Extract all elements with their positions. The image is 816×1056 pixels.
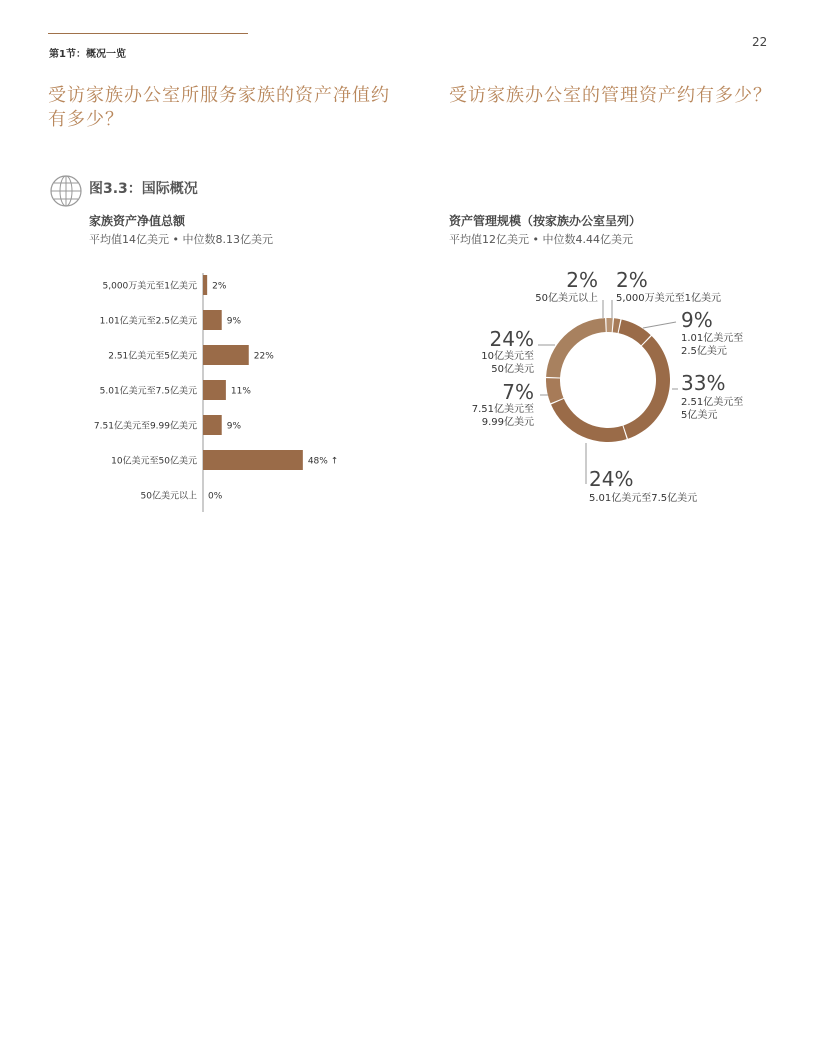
question-right: 受访家族办公室的管理资产约有多少？ bbox=[449, 85, 772, 106]
page-number: 22 bbox=[752, 35, 768, 49]
donut-leader-line bbox=[643, 322, 676, 328]
bar-value-label: 22% bbox=[253, 351, 274, 362]
donut-slice-label: 10亿美元至 50亿美元 bbox=[481, 351, 534, 375]
donut-slice bbox=[546, 378, 564, 403]
bar-chart-subtitle: 平均值14亿美元 • 中位数8.13亿美元 bbox=[89, 233, 273, 246]
bar-category-label: 7.51亿美元至9.99亿美元 bbox=[93, 421, 197, 432]
donut-slice-label: 50亿美元以上 bbox=[535, 293, 598, 304]
donut-pct-label: 2% bbox=[616, 268, 648, 292]
bar-category-label: 5,000万美元至1亿美元 bbox=[102, 281, 197, 292]
donut-chart-subtitle: 平均值12亿美元 • 中位数4.44亿美元 bbox=[449, 233, 633, 246]
donut-pct-label: 33% bbox=[681, 371, 726, 395]
donut-pct-label: 24% bbox=[589, 467, 634, 491]
donut-slice bbox=[606, 318, 612, 332]
donut-slice bbox=[619, 320, 651, 346]
donut-slice-label: 5.01亿美元至7.5亿美元 bbox=[589, 493, 698, 504]
bar-category-label: 5.01亿美元至7.5亿美元 bbox=[99, 386, 197, 397]
bar-value-label: 11% bbox=[230, 386, 251, 397]
donut-slice-label: 2.51亿美元至 5亿美元 bbox=[681, 397, 744, 421]
figure-title: 图3.3：国际概况 bbox=[89, 181, 198, 197]
bar-value-label: 0% bbox=[208, 491, 223, 502]
bar-value-label: 9% bbox=[226, 421, 242, 432]
bar-chart-title: 家族资产净值总额 bbox=[89, 214, 186, 228]
donut-slice bbox=[623, 336, 670, 439]
bar-category-label: 2.51亿美元至5亿美元 bbox=[108, 351, 197, 362]
donut-pct-label: 24% bbox=[489, 327, 534, 351]
donut-slice-label: 7.51亿美元至 9.99亿美元 bbox=[471, 404, 534, 428]
donut-slice-label: 1.01亿美元至 2.5亿美元 bbox=[681, 333, 744, 357]
bar-category-label: 1.01亿美元至2.5亿美元 bbox=[99, 316, 197, 327]
donut-slice-label: 5,000万美元至1亿美元 bbox=[616, 293, 721, 304]
bar-category-label: 50亿美元以上 bbox=[140, 491, 197, 502]
question-left: 受访家族办公室所服务家族的资产净值约有多少？ bbox=[48, 85, 390, 130]
donut-pct-label: 9% bbox=[681, 308, 713, 332]
donut-pct-label: 7% bbox=[502, 380, 534, 404]
bar-category-label: 10亿美元至50亿美元 bbox=[111, 456, 197, 467]
bar-value-label: 48% ↑ bbox=[307, 456, 339, 467]
section-label: 第1节：概况一览 bbox=[49, 49, 126, 60]
bar-value-label: 9% bbox=[226, 316, 242, 327]
donut-pct-label: 2% bbox=[566, 268, 598, 292]
donut-slice bbox=[546, 318, 606, 377]
donut-slice bbox=[551, 399, 627, 442]
bar-value-label: 2% bbox=[212, 281, 227, 292]
donut-chart-title: 资产管理规模（按家族办公室呈列） bbox=[449, 214, 642, 228]
